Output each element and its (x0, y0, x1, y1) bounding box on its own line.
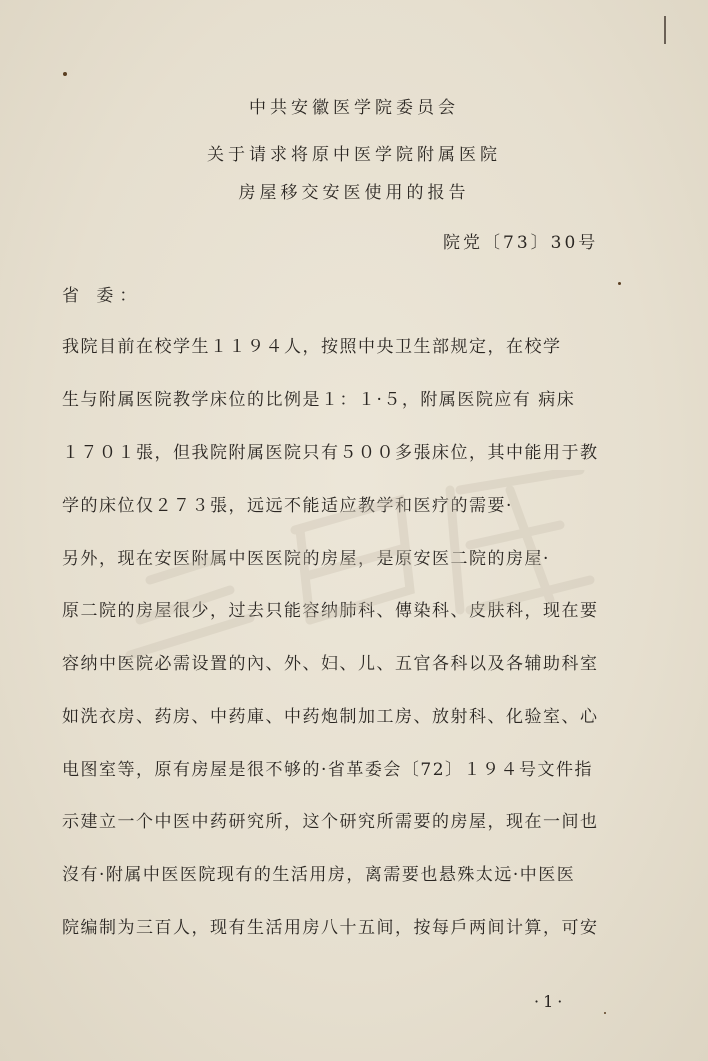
paper-edge-mark (664, 16, 666, 44)
body-line: 示建立一个中医中药研究所，这个研究所需要的房屋，现在一间也 (62, 812, 599, 832)
body-line: 沒有·附属中医医院现有的生活用房，离需要也悬殊太远·中医医 (62, 865, 576, 885)
paper-speck (618, 282, 621, 285)
body-line: 电图室等，原有房屋是很不够的·省革委会〔72〕１９４号文件指 (62, 760, 594, 780)
body-line: １７０１張，但我院附属医院只有５００多張床位，其中能用于教 (62, 443, 599, 463)
body-line: 学的床位仅２７３張，远远不能适应教学和医疗的需要· (62, 496, 513, 516)
body-line: 原二院的房屋很少，过去只能容纳肺科、傳染科、皮肤科，现在要 (62, 601, 599, 621)
header-subject-line1: 关于请求将原中医学院附属医院 (207, 145, 501, 165)
header-organization: 中共安徽医学院委员会 (249, 98, 459, 118)
body-line: 另外，现在安医附属中医医院的房屋，是原安医二院的房屋· (62, 549, 550, 569)
body-line: 容纳中医院必需设置的內、外、妇、儿、五官各科以及各辅助科室 (62, 654, 599, 674)
body-line: 我院目前在校学生１１９４人，按照中央卫生部规定，在校学 (62, 337, 562, 357)
body-line: 如洗衣房、药房、中药庫、中药炮制加工房、放射科、化验室、心 (62, 707, 599, 727)
paper-speck (63, 72, 67, 76)
header-subject-line2: 房屋移交安医使用的报告 (238, 183, 470, 203)
body-line: 院编制为三百人，现有生活用房八十五间，按每戶两间计算，可安 (62, 918, 599, 938)
page-number: ·1· (534, 992, 567, 1011)
paper-speck (604, 1012, 606, 1014)
document-number: 院党〔73〕30号 (443, 233, 599, 253)
body-line: 生与附属医院教学床位的比例是１：１·５，附属医院应有 病床 (62, 390, 576, 410)
salutation: 省 委： (62, 286, 143, 306)
